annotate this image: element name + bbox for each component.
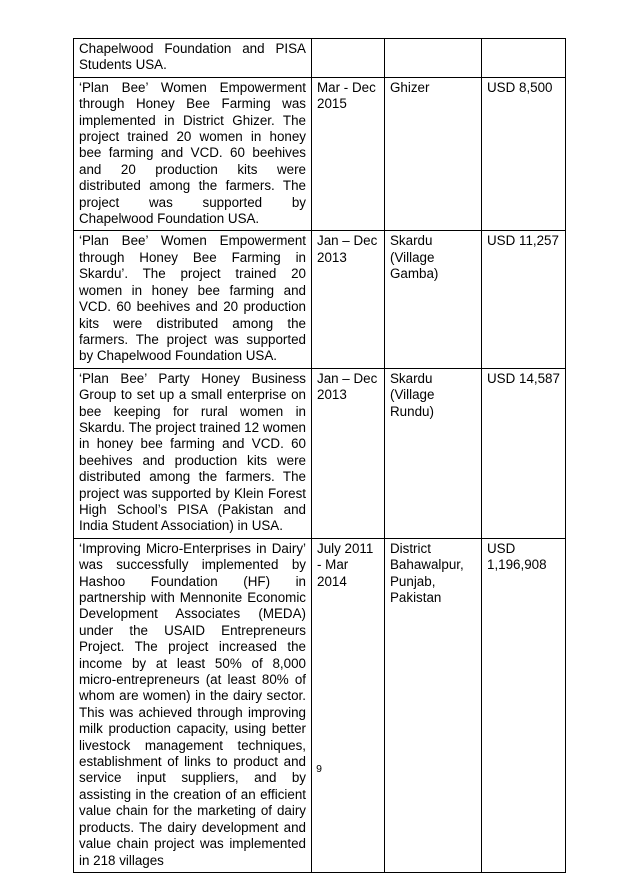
project-amount: USD 8,500 [482, 77, 566, 231]
project-location: District Bahawalpur, Punjab, Pakistan [385, 538, 482, 872]
project-location: Skardu (Village Rundu) [385, 368, 482, 538]
project-description: ‘Plan Bee’ Party Honey Business Group to set up a small enterprise on bee keeping for rural women in Skardu. The project trained 12 women in honey bee farming and VCD. 60 beehives and production kits were distributed among the farmers. The project was supported by Klein Forest High School’s PISA (Pakistan and India Student Association) in USA. [74, 368, 312, 538]
project-duration: Jan – Dec 2013 [312, 231, 385, 368]
table-row [74, 39, 566, 78]
project-location: Skardu (Village Gamba) [385, 231, 482, 368]
project-description: ‘Plan Bee’ Women Empowerment through Honey Bee Farming in Skardu’. The project trained 20 women in honey bee farming and VCD. 60 beehives and 20 production kits were distributed among the farmers. The project was supported by Chapelwood Foundation USA. [74, 231, 312, 368]
project-location: Ghizer [385, 77, 482, 231]
project-description: Chapelwood Foundation and PISA Students USA. [74, 39, 312, 78]
project-amount: USD 11,257 [482, 231, 566, 368]
project-duration [312, 39, 385, 78]
project-amount: USD 14,587 [482, 368, 566, 538]
projects-table [73, 38, 566, 873]
project-location [385, 39, 482, 78]
project-duration: July 2011 - Mar 2014 [312, 538, 385, 872]
table-row [74, 538, 566, 872]
project-duration: Jan – Dec 2013 [312, 368, 385, 538]
page-number: 9 [316, 763, 322, 775]
project-amount: USD 1,196,908 [482, 538, 566, 872]
table-row [74, 368, 566, 538]
table-row [74, 231, 566, 368]
project-duration: Mar - Dec 2015 [312, 77, 385, 231]
project-amount [482, 39, 566, 78]
table-row [74, 77, 566, 231]
project-description: ‘Plan Bee’ Women Empowerment through Honey Bee Farming was implemented in District Ghizer. The project trained 20 women in honey bee farming and VCD. 60 beehives and 20 production kits were distributed among the farmers. The project was supported by Chapelwood Foundation USA. [74, 77, 312, 231]
project-description: ‘Improving Micro-Enterprises in Dairy’ was successfully implemented by Hashoo Foundation (HF) in partnership with Mennonite Economic Development Associates (MEDA) under the USAID Entrepreneurs Project. The project increased the income by at least 50% of 8,000 micro-entrepreneurs (at least 80% of whom are women) in the dairy sector. This was achieved through improving milk production capacity, using better livestock management techniques, establishment of links to product and service input suppliers, and by assisting in the creation of an efficient value chain for the marketing of dairy products. The dairy development and value chain project was implemented in 218 villages [74, 538, 312, 872]
